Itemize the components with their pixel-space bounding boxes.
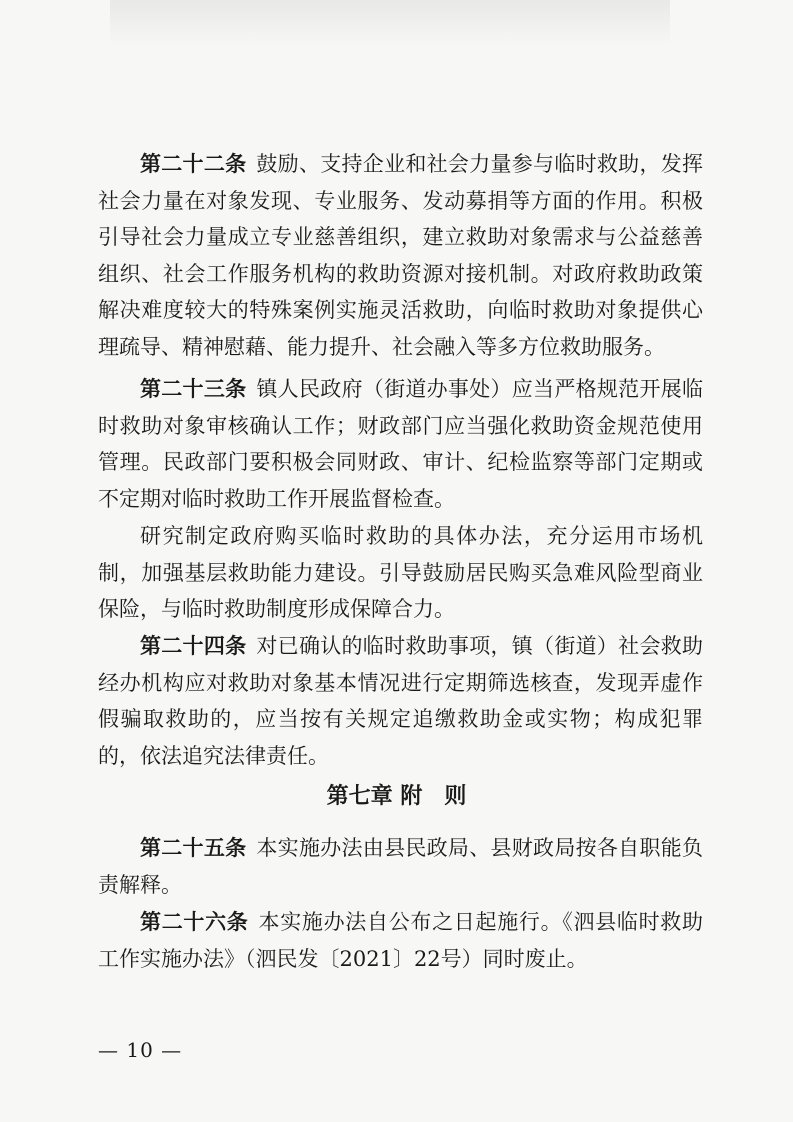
article-24	[98, 628, 703, 774]
article-text: 本实施办法由县民政局、县财政局按各自职能负责解释。	[98, 836, 704, 897]
article-label: 第二十二条	[140, 152, 247, 176]
article-text: 镇人民政府（街道办事处）应当严格规范开展临时救助对象审核确认工作；财政部门应当强化救助资金规范使用管理。民政部门要积极会同财政、审计、纪检监察等部门定期或不定期对临时救助工作开展监督检查。	[98, 377, 704, 511]
article-label: 第二十五条	[140, 836, 247, 860]
article-23	[98, 371, 703, 517]
article-text: 本实施办法自公布之日起施行。《泗县临时救助工作实施办法》（泗民发〔2021〕22号）同时废止。	[98, 910, 703, 971]
article-25	[98, 830, 703, 903]
article-22	[98, 146, 703, 366]
page-number: — 10 —	[98, 1038, 183, 1062]
scan-shadow	[110, 0, 670, 46]
paragraph	[98, 518, 703, 628]
article-26	[98, 904, 703, 977]
article-label: 第二十三条	[140, 377, 247, 401]
article-label: 第二十四条	[140, 634, 247, 658]
article-text: 鼓励、支持企业和社会力量参与临时救助，发挥社会力量在对象发现、专业服务、发动募捐等方面的作用。积极引导社会力量成立专业慈善组织，建立救助对象需求与公益慈善组织、社会工作服务机构的救助资源对接机制。对政府救助政策解决难度较大的特殊案例实施灵活救助，向临时救助对象提供心理疏导、精神慰藉、能力提升、社会融入等多方位救助服务。	[98, 152, 704, 359]
paragraph-text: 研究制定政府购买临时救助的具体办法，充分运用市场机制，加强基层救助能力建设。引导鼓励居民购买急难风险型商业保险，与临时救助制度形成保障合力。	[98, 524, 703, 622]
article-text: 对已确认的临时救助事项，镇（街道）社会救助经办机构应对救助对象基本情况进行定期筛选核查，发现弄虚作假骗取救助的，应当按有关规定追缴救助金或实物；构成犯罪的，依法追究法律责任。	[98, 634, 704, 768]
article-label: 第二十六条	[140, 910, 249, 934]
chapter-title: 第七章 附 则	[326, 784, 467, 809]
